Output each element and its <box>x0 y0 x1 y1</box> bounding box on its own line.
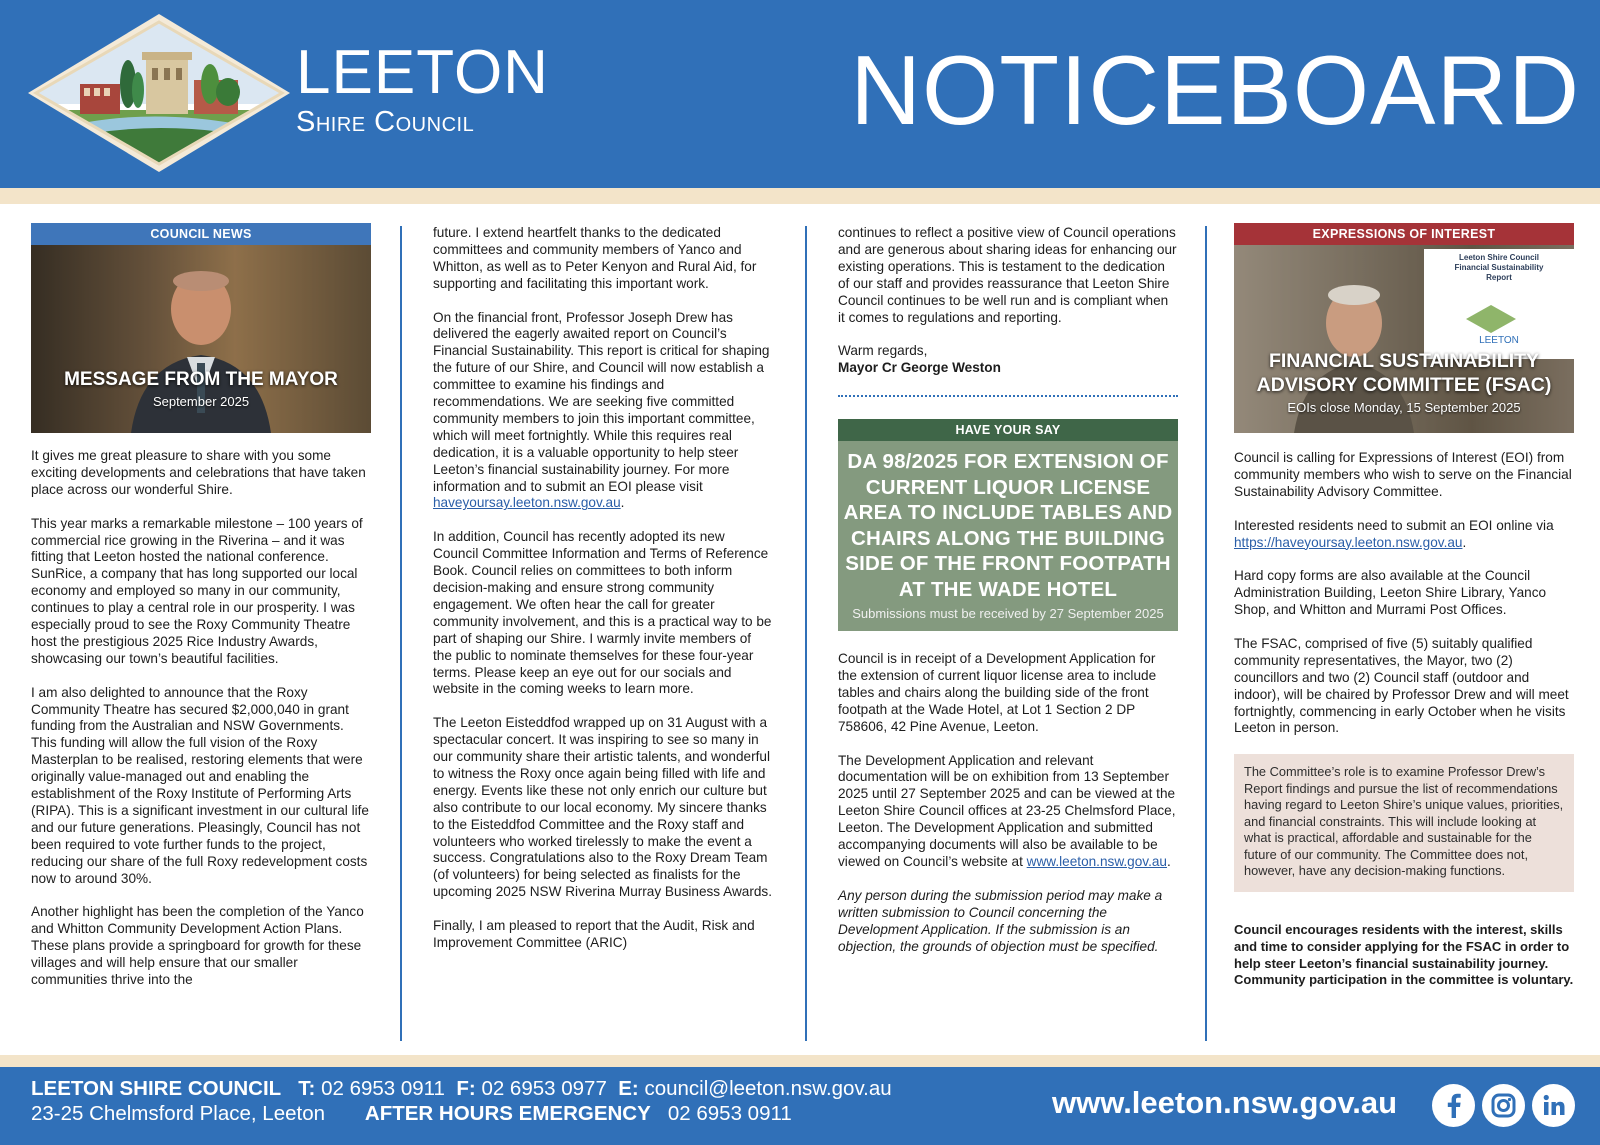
header-stripe <box>0 188 1600 204</box>
emergency-number[interactable]: 02 6953 0911 <box>667 1102 792 1125</box>
have-your-say-deadline: Submissions must be received by 27 September 2025 <box>852 606 1164 622</box>
paragraph: The Leeton Eisteddfod wrapped up on 31 August with a spectacular concert. It was inspiring to see so many in our community share their artistic talents, and wonderful to witness the Roxy once again being filled with life and energy. Events like these not only enrich our culture but also contribute to our local economy. My sincere thanks to the Eisteddfod Committee and the Roxy staff and volunteers who worked tirelessly to make the event a success. Congratulations also to the Roxy Dream Team (of volunteers) for being selected as finalists for the upcoming 2025 NSW Riverina Murray Business Awards. <box>433 715 772 900</box>
email-address[interactable]: council@leeton.nsw.gov.au <box>644 1077 892 1100</box>
paragraph: Hard copy forms are also available at the Council Administration Building, Leeton Shire Library, Yanco Shop, and Whitton and Murrami Post Offices. <box>1234 568 1547 618</box>
council-website-link[interactable]: www.leeton.nsw.gov.au <box>1026 854 1167 869</box>
council-name-line2-text: Shire Council <box>296 106 475 138</box>
haveyoursay-url-link[interactable]: https://haveyoursay.leeton.nsw.gov.au <box>1234 534 1463 550</box>
paragraph: Another highlight has been the completion of the Yanco and Whitton Community Development Action Plans. These plans provide a springboard for growth for these villages and will help ensure that our smaller communities thrive into the <box>31 904 364 988</box>
eoi-banner: EXPRESSIONS OF INTEREST <box>1234 223 1574 245</box>
dotted-divider <box>838 395 1178 397</box>
paragraph: In addition, Council has recently adopted its new Council Committee Information and Terms of Reference Book. Council relies on committees to both inform decision-making and ensure strong community engagement. We often hear the call for greater community involvement, and this is a practical way to be part of shaping our Shire. I warmly invite members of the public to nominate themselves for these four-year terms. Please keep an eye out for our socials and website in the coming weeks to learn more. <box>433 529 772 697</box>
paragraph: Council is calling for Expressions of Interest (EOI) from community members who wish to serve on the Financial Sustainability Advisory Committee. <box>1234 450 1572 499</box>
paragraph: Council is in receipt of a Development Application for the extension of current liquor license area to include tables and chairs along the building side of the front footpath at the Wade Hotel, at Lot 1 Section 2 DP 758606, 42 Pine Avenue, Leeton. <box>838 651 1157 734</box>
logo-diamond-icon <box>28 14 290 172</box>
footer-contact-line <box>31 1077 892 1101</box>
have-your-say-column <box>838 225 1178 972</box>
footer <box>0 1067 1600 1145</box>
signature: Mayor Cr George Weston <box>838 360 1001 376</box>
footer-address-line <box>31 1102 792 1126</box>
report-cover-line1: Leeton Shire Council <box>1458 253 1539 262</box>
report-cover-logo: LEETON <box>1479 335 1519 346</box>
fsac-photo <box>1234 245 1574 433</box>
have-your-say-title: DA 98/2025 FOR EXTENSION OF CURRENT LIQUOR LICENSE AREA TO INCLUDE TABLES AND CHAIRS ALONG THE BUILDING SIDE OF THE FRONT FOOTPATH AT THE WADE HOTEL <box>843 450 1173 601</box>
council-name <box>296 40 549 138</box>
report-cover-line3: Report <box>1486 273 1512 282</box>
footer-website-link[interactable]: www.leeton.nsw.gov.au <box>1052 1085 1398 1120</box>
page-title: NOTICEBOARD <box>850 35 1580 145</box>
council-name-line1: LEETON <box>296 38 549 107</box>
mayor-message-date: September 2025 <box>152 394 250 409</box>
expressions-of-interest-column <box>1234 223 1574 989</box>
fsac-body <box>1234 450 1574 737</box>
paragraph-text: Interested residents need to submit an EOI online via <box>1234 517 1554 533</box>
mayor-message-continued <box>433 225 773 952</box>
committee-role-box: The Committee’s role is to examine Professor Drew’s Report findings and pursue the list of recommendations having regard to Leeton Shire’s unique values, priorities, and financial constraints. This will include looking at what is practical, affordable and sustainable for the future of our community. The Committee does not, however, have any decision-making functions. <box>1234 754 1574 892</box>
have-your-say-box <box>838 441 1178 631</box>
phone-number[interactable]: 02 6953 0911 <box>321 1077 445 1100</box>
paragraph-text: The Development Application and relevant documentation will be on exhibition from 13 September 2025 until 27 September 2025 and can be viewed at the Leeton Shire Council offices at 23-25 Chelmsford Place, Leeton. The Development Application and submitted accompanying documents will also be available to be viewed on Council’s website at <box>838 752 1176 869</box>
email-label: E: <box>618 1077 639 1100</box>
mayor-message-continued-column <box>433 225 773 969</box>
paragraph: future. I extend heartfelt thanks to the dedicated committees and community members of Yanco and Whitton, as well as to Peter Kenyon and Rural Aid, for supporting and facilitating this important work. <box>433 225 757 291</box>
column-divider <box>805 226 807 1041</box>
linkedin-glyph-icon <box>1532 1084 1575 1127</box>
signoff: Warm regards, <box>838 343 928 359</box>
mayor-photo <box>31 245 371 433</box>
footer-stripe <box>0 1055 1600 1067</box>
instagram-icon[interactable] <box>1482 1084 1525 1127</box>
paragraph: This year marks a remarkable milestone – 100 years of commercial rice growing in the Riverina – and it was fitting that Leeton hosted the national conference. SunRice, a company that has long supported our local economy and employed so many in our community, continues to play a central role in our prosperity. I was especially proud to see the Roxy Community Theatre host the prestigious 2025 Rice Industry Awards, showcasing our town’s beautiful facilities. <box>31 515 363 666</box>
report-cover <box>1424 253 1574 283</box>
fsac-title: FINANCIAL SUSTAINABILITY ADVISORY COMMITTEE (FSAC) <box>1256 350 1552 396</box>
mayor-message-title: MESSAGE FROM THE MAYOR <box>64 369 338 390</box>
paragraph: The FSAC, comprised of five (5) suitably qualified community representatives, the Mayor, two (2) councillors and two (2) Council staff (outdoor and indoor), will be chaired by Professor Drew and will meet fortnightly, commencing in early October when he visits Leeton in person. <box>1234 635 1569 736</box>
haveyoursay-link[interactable]: haveyoursay.leeton.nsw.gov.au <box>433 495 621 511</box>
council-name-line2 <box>296 106 549 138</box>
instagram-glyph-icon <box>1482 1084 1525 1127</box>
paragraph: I am also delighted to announce that the Roxy Community Theatre has secured $2,000,040 in grant funding from the Australian and NSW Governments. This funding will allow the full vision of the Roxy Masterplan to be realised, restoring elements that were originally value-managed out and enabling the establishment of the Roxy Institute of Performing Arts (RIPA). This is a significant investment in our cultural life and our future generations. Pleasingly, Council has not been required to vote further funds to the project, reducing our share of the full Roxy redevelopment costs now to around 30%. <box>31 684 369 886</box>
footer-org: LEETON SHIRE COUNCIL <box>31 1077 282 1100</box>
footer-address: 23-25 Chelmsford Place, Leeton <box>31 1102 326 1125</box>
facebook-glyph-icon <box>1432 1084 1475 1127</box>
report-cover-line2: Financial Sustainability <box>1454 263 1544 272</box>
facebook-icon[interactable] <box>1432 1084 1475 1127</box>
paragraph: Any person during the submission period may make a written submission to Council concerning the Development Application. If the submission is an objection, the grounds of objection must be specified. <box>838 887 1163 954</box>
mayor-message-body <box>31 448 371 989</box>
linkedin-icon[interactable] <box>1532 1084 1575 1127</box>
fax-number: 02 6953 0977 <box>481 1077 607 1100</box>
paragraph: Interested residents need to submit an EOI online via https://haveyoursay.leeton.nsw.gov.au. <box>1234 517 1554 550</box>
closing-statement: Council encourages residents with the interest, skills and time to consider applying for the FSAC in order to help steer Leeton’s financial sustainability journey. Community participation in the committee is voluntary. <box>1234 921 1574 988</box>
council-logo[interactable] <box>28 14 290 172</box>
fax-label: F: <box>456 1077 476 1100</box>
emergency-label: AFTER HOURS EMERGENCY <box>364 1102 651 1125</box>
paragraph: Finally, I am pleased to report that the Audit, Risk and Improvement Committee (ARIC) <box>433 918 755 950</box>
fsac-deadline: EOIs close Monday, 15 September 2025 <box>1287 400 1521 415</box>
paragraph: On the financial front, Professor Joseph Drew has delivered the eagerly awaited report on Council’s Financial Sustainability. This report is critical for shaping the future of our Shire, and Council will now establish a committee to examine his findings and recommendations. We are seeking five committed community members to join this important committee, which will meet fortnightly. While this requires real dedication, it is a valuable opportunity to help steer Leeton’s financial sustainability journey. For more information and to submit an EOI please visit haveyoursay.leeton.nsw.gov.au. <box>433 309 770 511</box>
have-your-say-banner: HAVE YOUR SAY <box>838 419 1178 441</box>
header <box>0 0 1600 188</box>
paragraph: continues to reflect a positive view of Council operations and are generous about sharing ideas for enhancing our existing operations. This is testament to the dedication of our staff and provides reassurance that Leeton Shire Council continues to be well run and is compliant when it comes to regulations and reporting. <box>838 225 1177 325</box>
paragraph: The Development Application and relevant documentation will be on exhibition from 13 September 2025 until 27 September 2025 and can be viewed at the Leeton Shire Council offices at 23-25 Chelmsford Place, Leeton. The Development Application and submitted accompanying documents will also be available to be viewed on Council’s website at www.leeton.nsw.gov.au. <box>838 752 1176 869</box>
phone-label: T: <box>298 1077 316 1100</box>
council-news-banner: COUNCIL NEWS <box>31 223 371 245</box>
paragraph: It gives me great pleasure to share with you some exciting developments and celebrations that have taken place across our wonderful Shire. <box>31 448 366 497</box>
column-divider <box>1205 226 1207 1041</box>
paragraph-text: On the financial front, Professor Joseph Drew has delivered the eagerly awaited report on Council’s Financial Sustainability. This report is critical for shaping the future of our Shire, and Council will now establish a committee to examine his findings and recommendations. We are seeking five committed community members to join this important committee, which will meet fortnightly. While this requires real dedication, it is a valuable opportunity to help steer Leeton’s financial sustainability journey. For more information and to submit an EOI please visit <box>433 309 770 494</box>
council-news-column <box>31 223 371 1006</box>
mayor-message-closing <box>838 225 1178 377</box>
have-your-say-body <box>838 651 1178 955</box>
column-divider <box>400 226 402 1041</box>
